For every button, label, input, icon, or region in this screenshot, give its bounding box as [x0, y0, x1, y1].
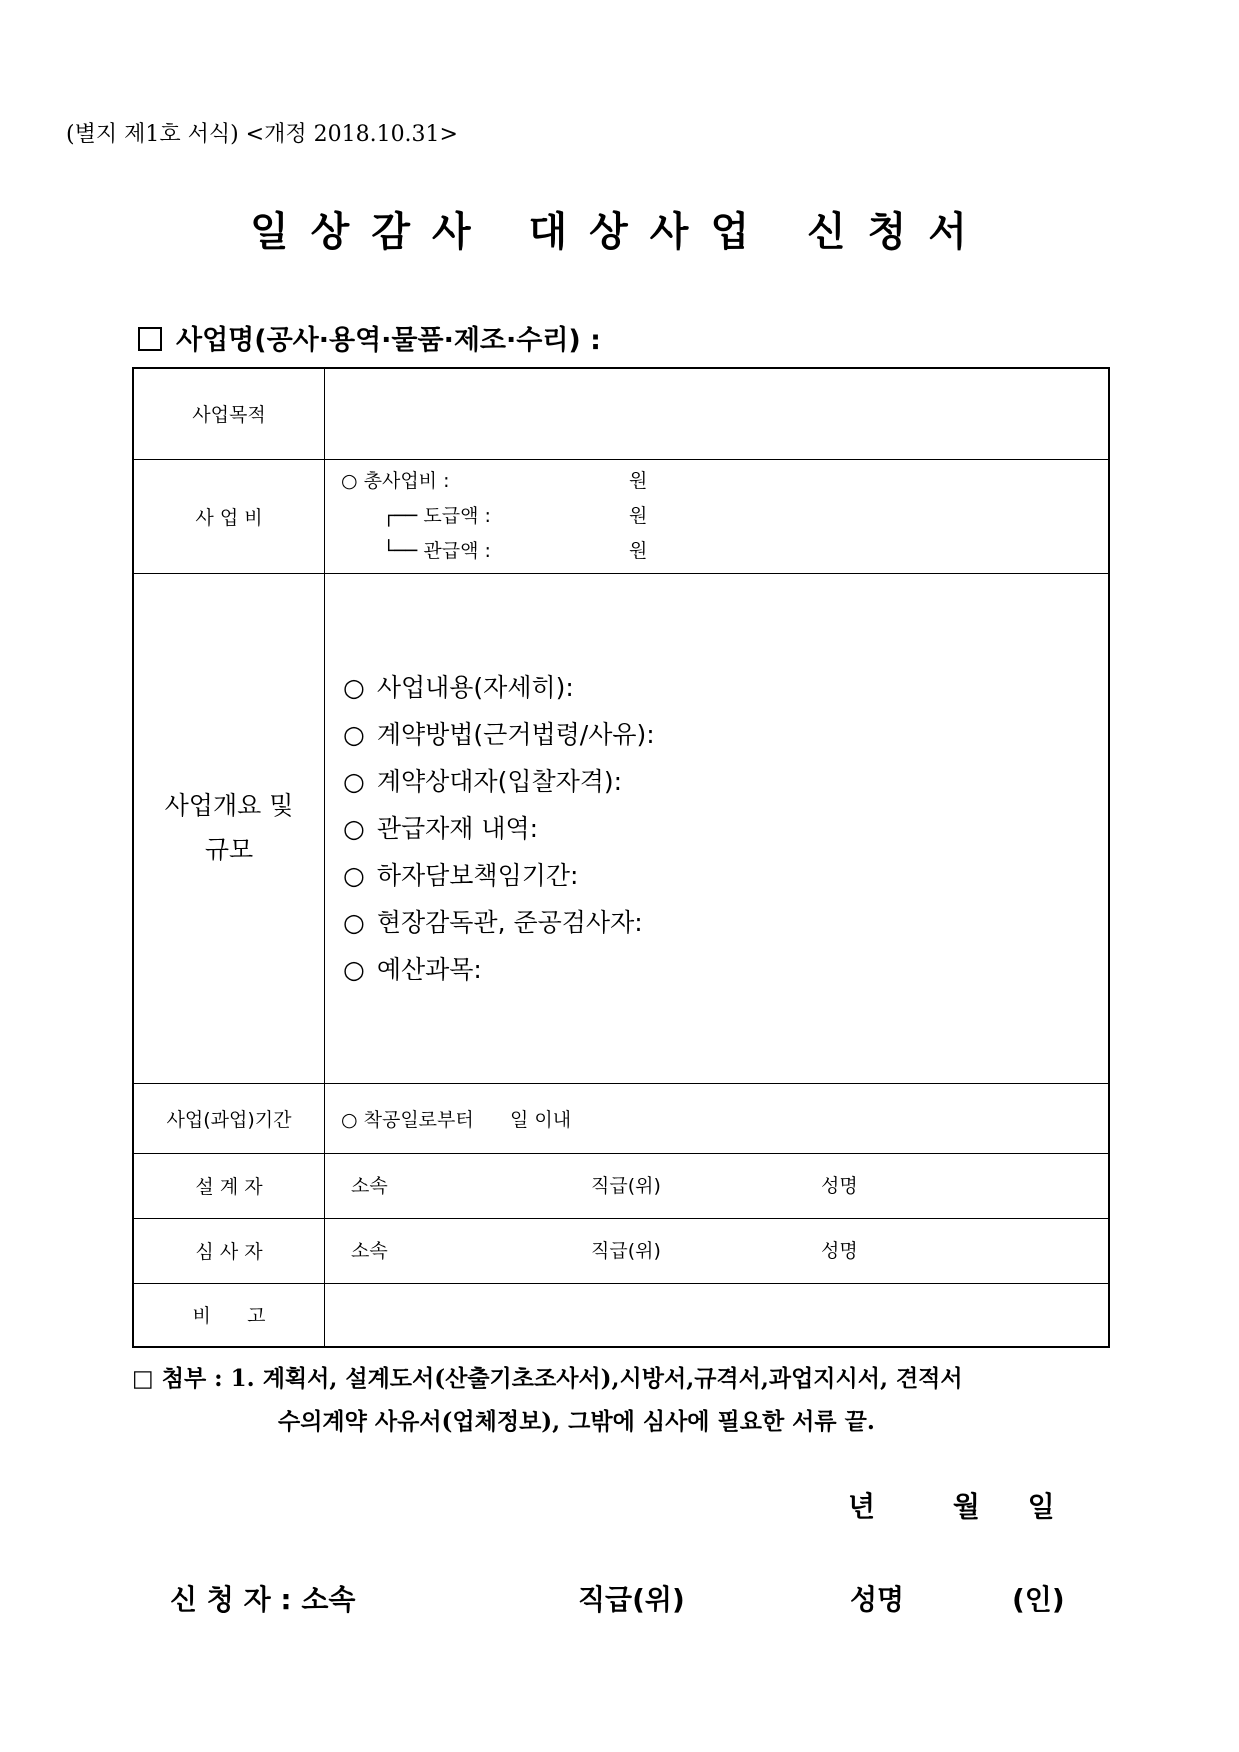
- attachments-line1: □ 첨부 : 1. 계획서, 설계도서(산출기초조사서),시방서,규격서,과업지시서, 견적서: [132, 1365, 963, 1392]
- designer-rank: 직급(위): [591, 1174, 661, 1197]
- circle-icon: ○: [343, 672, 365, 702]
- overview-label-line2: 규모: [204, 835, 254, 864]
- supplied-amount-label: └── 관급액 :: [383, 539, 491, 562]
- period-label: 사업(과업)기간: [133, 1083, 325, 1153]
- applicant-name: 성명: [850, 1583, 905, 1616]
- remarks-row: [133, 1283, 1109, 1347]
- remarks-value[interactable]: [325, 1283, 1110, 1347]
- period-value[interactable]: ○ 착공일로부터 일 이내: [325, 1083, 1110, 1153]
- project-name-label: 사업명(공사·용역·물품·제조·수리) :: [176, 325, 601, 356]
- contract-amount-label: ┌── 도급액 :: [383, 504, 491, 527]
- circle-icon: ○: [343, 954, 365, 984]
- application-table: [132, 367, 1110, 1348]
- applicant-seal: (인): [1012, 1583, 1065, 1616]
- overview-item: ○ 하자담보책임기간:: [343, 852, 1108, 899]
- reviewer-name: 성명: [821, 1239, 858, 1262]
- overview-item: ○ 사업내용(자세히):: [343, 664, 1108, 711]
- supplied-amount-unit: 원: [629, 539, 648, 562]
- remarks-label: 비 고: [133, 1283, 325, 1347]
- circle-icon: ○: [343, 860, 365, 890]
- circle-icon: ○: [343, 719, 365, 749]
- applicant-rank: 직급(위): [578, 1583, 685, 1616]
- checkbox-icon: [138, 327, 162, 351]
- circle-icon: ○: [343, 766, 365, 796]
- reviewer-label: 심 사 자: [133, 1218, 325, 1283]
- designer-row: [133, 1153, 1109, 1218]
- overview-item: ○ 계약방법(근거법령/사유):: [343, 711, 1108, 758]
- cost-label: 사 업 비: [133, 459, 325, 573]
- overview-item: ○ 현장감독관, 준공검사자:: [343, 899, 1108, 946]
- overview-item: ○ 계약상대자(입찰자격):: [343, 758, 1108, 805]
- applicant-line: [170, 1578, 1130, 1618]
- reviewer-values[interactable]: [325, 1218, 1110, 1283]
- reviewer-row: [133, 1218, 1109, 1283]
- date-month: 월: [952, 1490, 980, 1523]
- date-line: [848, 1485, 1055, 1525]
- overview-label: [133, 573, 325, 1083]
- overview-values[interactable]: [325, 573, 1110, 1083]
- overview-item: ○ 관급자재 내역:: [343, 805, 1108, 852]
- designer-values[interactable]: [325, 1153, 1110, 1218]
- supplied-amount-line: [341, 534, 1108, 569]
- applicant-label: 신 청 자 : 소속: [170, 1583, 356, 1616]
- purpose-row: [133, 368, 1109, 459]
- circle-icon: ○: [343, 813, 365, 843]
- circle-icon: ○: [343, 907, 365, 937]
- period-row: [133, 1083, 1109, 1153]
- purpose-value[interactable]: [325, 368, 1110, 459]
- cost-row: [133, 459, 1109, 573]
- overview-label-line1: 사업개요 및: [164, 791, 294, 820]
- cost-values[interactable]: [325, 459, 1110, 573]
- reviewer-rank: 직급(위): [591, 1239, 661, 1262]
- reviewer-affiliation: 소속: [351, 1239, 388, 1262]
- contract-amount-line: [341, 499, 1108, 534]
- purpose-label: 사업목적: [133, 368, 325, 459]
- designer-label: 설 계 자: [133, 1153, 325, 1218]
- total-cost-line: [341, 464, 1108, 499]
- form-number: (별지 제1호 서식) <개정 2018.10.31>: [66, 122, 458, 147]
- total-cost-unit: 원: [629, 469, 648, 492]
- contract-amount-unit: 원: [629, 504, 648, 527]
- overview-row: [133, 573, 1109, 1083]
- total-cost-label: ○ 총사업비 :: [341, 469, 450, 492]
- overview-item: ○ 예산과목:: [343, 946, 1108, 993]
- document-title: 일상감사 대상사업 신청서: [250, 209, 989, 255]
- designer-affiliation: 소속: [351, 1174, 388, 1197]
- date-day: 일: [1027, 1490, 1055, 1523]
- attachments-line2: 수의계약 사유서(업체정보), 그밖에 심사에 필요한 서류 끝.: [278, 1408, 875, 1435]
- project-name-field: [138, 318, 601, 357]
- date-year: 년: [848, 1490, 876, 1523]
- designer-name: 성명: [821, 1174, 858, 1197]
